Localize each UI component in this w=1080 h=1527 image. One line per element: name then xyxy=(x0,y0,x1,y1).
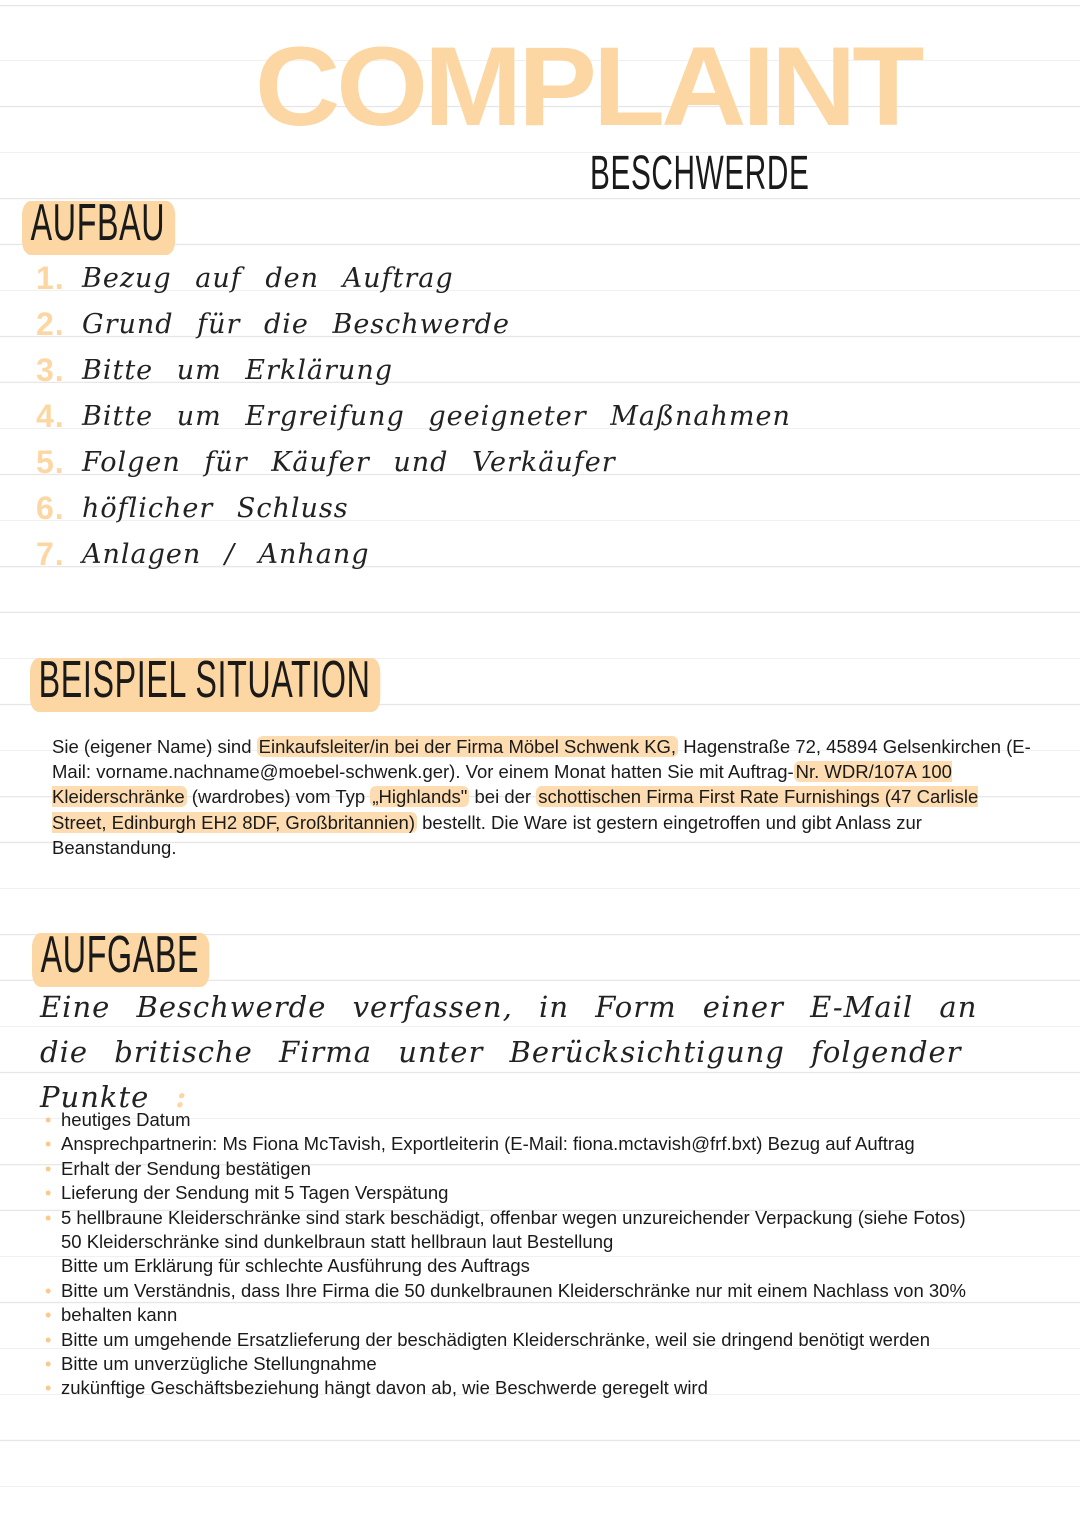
structure-text: höflicher Schluss xyxy=(82,492,349,524)
point-text: Bitte um Erklärung für schlechte Ausführung des Auftrags xyxy=(61,1255,530,1277)
situation-highlight: „Highlands" xyxy=(372,786,468,808)
list-item xyxy=(44,1157,1054,1181)
list-item xyxy=(44,1108,1054,1132)
situation-part: bestellt. Die Ware ist gestern eingetroffen und gibt Anlass zur Beanstandung. xyxy=(52,811,922,858)
structure-item xyxy=(36,393,791,439)
point-text: heutiges Datum xyxy=(61,1109,191,1130)
point-text: 50 Kleiderschränke sind dunkelbraun statt hellbraun laut Bestellung xyxy=(61,1231,614,1253)
point-text: 5 hellbraune Kleiderschränke sind stark beschädigt, offenbar wegen unzureichender Verpackung (siehe Fotos) xyxy=(61,1206,966,1228)
point-text: Bitte um umgehende Ersatzlieferung der beschädigten Kleiderschränke, weil sie dringend benötigt werden xyxy=(61,1328,930,1350)
bullet-icon: • xyxy=(45,1305,52,1326)
structure-text: Anlagen / Anhang xyxy=(82,538,370,570)
list-item xyxy=(44,1254,1054,1278)
structure-text: Bezug auf den Auftrag xyxy=(82,262,454,294)
bullet-icon: • xyxy=(45,1158,52,1179)
situation-part: Sie (eigener Name) sind xyxy=(52,736,257,757)
structure-item xyxy=(36,301,791,347)
task-heading xyxy=(32,925,209,987)
bullet-icon: • xyxy=(45,1280,52,1301)
task-colon: : xyxy=(175,1080,188,1114)
point-text: Bitte um Verständnis, dass Ihre Firma die 50 dunkelbraunen Kleiderschränke nur mit einem Nachlass von 30% xyxy=(61,1279,966,1301)
structure-number: 6. xyxy=(36,489,65,526)
point-text: Erhalt der Sendung bestätigen xyxy=(61,1157,311,1179)
list-item xyxy=(44,1376,1054,1400)
structure-number: 7. xyxy=(36,535,65,572)
page-title: COMPLAINT xyxy=(255,24,921,150)
list-item xyxy=(44,1132,1054,1156)
point-text: behalten kann xyxy=(61,1304,178,1326)
bullet-icon: • xyxy=(45,1110,52,1130)
structure-number: 3. xyxy=(36,351,65,388)
bullet-icon: • xyxy=(45,1329,52,1350)
points-list xyxy=(44,1108,1054,1401)
structure-number: 2. xyxy=(36,305,65,342)
situation-heading-text: BEISPIEL SITUATION xyxy=(38,651,371,709)
structure-number: 1. xyxy=(36,259,65,296)
point-text: zukünftige Geschäftsbeziehung hängt davon ab, wie Beschwerde geregelt wird xyxy=(61,1377,708,1399)
bullet-icon: • xyxy=(45,1183,52,1204)
bullet-icon: • xyxy=(45,1354,52,1375)
point-text: Lieferung der Sendung mit 5 Tagen Verspätung xyxy=(61,1182,449,1204)
list-item xyxy=(44,1230,1054,1254)
task-heading-text: AUFGABE xyxy=(40,926,200,984)
situation-highlight: Nr. WDR/107A 100 Kleiderschränke xyxy=(52,761,952,808)
structure-text: Grund für die Beschwerde xyxy=(82,308,510,340)
situation-heading xyxy=(30,650,380,712)
structure-item xyxy=(36,531,791,577)
list-item xyxy=(44,1181,1054,1205)
structure-item xyxy=(36,255,791,301)
situation-highlight: Einkaufsleiter/in bei der Firma Möbel Schwenk KG, xyxy=(258,736,677,757)
list-item xyxy=(44,1303,1054,1327)
structure-text: Bitte um Ergreifung geeigneter Maßnahmen xyxy=(82,400,791,432)
point-text: Bitte um unverzügliche Stellungnahme xyxy=(61,1353,377,1375)
structure-heading-text: AUFBAU xyxy=(30,194,166,252)
structure-number: 5. xyxy=(36,443,65,480)
structure-number: 4. xyxy=(36,397,65,434)
list-item xyxy=(44,1206,1054,1230)
task-text xyxy=(40,985,1040,1120)
structure-text: Bitte um Erklärung xyxy=(82,354,393,386)
situation-highlight: schottischen Firma First Rate Furnishings (47 Carlisle Street, Edinburgh EH2 8DF, Großbritannien) xyxy=(52,786,979,833)
point-text: Ansprechpartnerin: Ms Fiona McTavish, Exportleiterin (E-Mail: fiona.mctavish@frf.bxt) Bezug auf Auftrag xyxy=(61,1133,915,1155)
bullet-icon: • xyxy=(45,1134,52,1155)
structure-heading xyxy=(22,193,175,255)
list-item xyxy=(44,1328,1054,1352)
situation-text xyxy=(52,734,1037,860)
structure-item xyxy=(36,485,791,531)
structure-text: Folgen für Käufer und Verkäufer xyxy=(82,446,616,478)
task-description: Eine Beschwerde verfassen, in Form einer E-Mail an die britische Firma unter Berücksichtigung folgender Punkte xyxy=(40,990,978,1114)
structure-item xyxy=(36,347,791,393)
list-item xyxy=(44,1352,1054,1376)
situation-part: Hagenstraße 72, 45894 Gelsenkirchen (E-Mail: vorname.nachname@moebel-schwenk.ger). Vor einem Monat hatten Sie mit Auftrag- xyxy=(52,736,1031,783)
structure-list xyxy=(36,255,791,577)
bullet-icon: • xyxy=(45,1378,52,1399)
list-item xyxy=(44,1279,1054,1303)
page-subtitle: BESCHWERDE xyxy=(590,147,810,200)
situation-part: (wardrobes) vom Typ xyxy=(186,786,371,808)
situation-part: bei der xyxy=(469,786,537,808)
structure-item xyxy=(36,439,791,485)
bullet-icon: • xyxy=(45,1207,52,1228)
